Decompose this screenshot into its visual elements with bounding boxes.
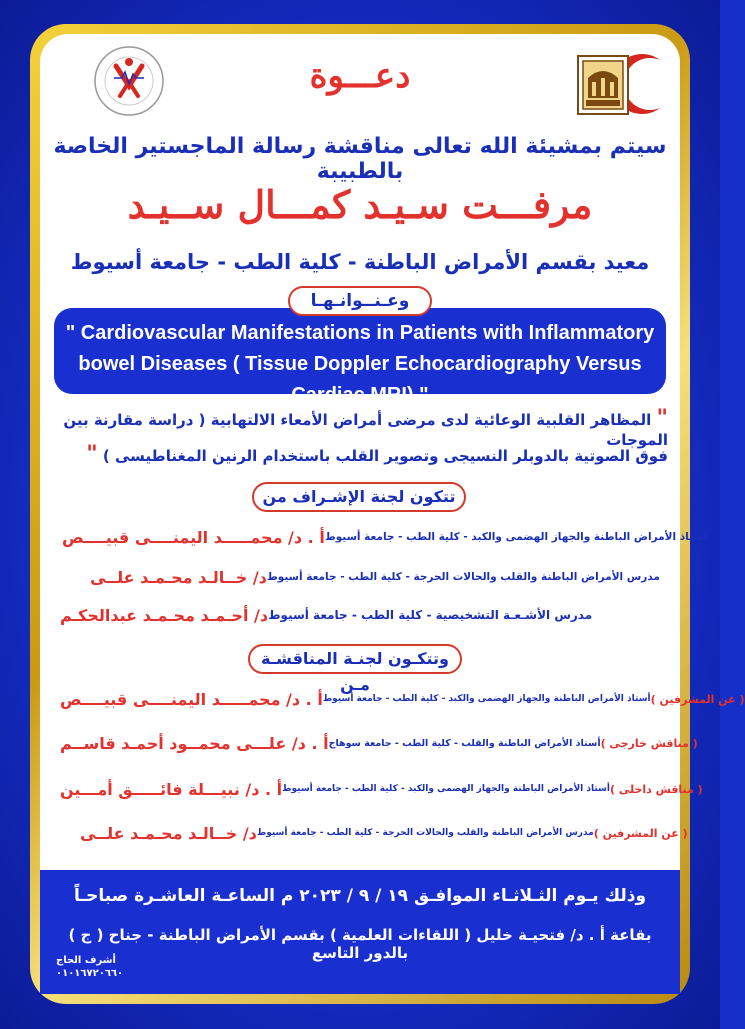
- examiner-row: [50, 730, 698, 756]
- examiner-row: [50, 820, 688, 846]
- supervisor-title: مدرس الأمراض الباطنة والقلب والحالات الحرجة - كلية الطب - جامعة أسيوط: [266, 571, 660, 583]
- examiner-title: أستاذ الأمراض الباطنة والقلب - كلية الطب - جامعة سوهاج: [328, 737, 601, 749]
- invitation-title: دعـــوة: [309, 56, 411, 96]
- discussion-label: وتتكـون لجنـة المناقشـة مـن: [248, 644, 462, 674]
- supervisor-name: د/ أحـمـد محـمـد عبدالحكـم: [60, 605, 269, 625]
- date-line: وذلك يـوم الثـلاثـاء الموافـق ١٩ / ٩ / ٢٠٢٣ م الساعـة العاشـرة صباحـاً: [73, 886, 647, 906]
- designer-name: أشرف الحاج: [56, 955, 116, 966]
- examiner-row: [50, 776, 703, 802]
- venue-line: بقاعة أ . د/ فتحيـة خليل ( اللقاءات العلمية ) بقسم الأمراض الباطنة - جناح ( ج ) بالدور التاسع: [68, 926, 652, 962]
- examiner-name: أ . د/ محمـــــد اليمنــــى قبيــــص: [60, 689, 323, 709]
- supervisor-title: أستاذ الأمراض الباطنة والجهاز الهضمى والكبد - كلية الطب - جامعة أسيوط: [324, 531, 708, 543]
- examiner-title: أستاذ الأمراض الباطنة والجهاز الهضمى والكبد - كلية الطب - جامعة أسيوط: [322, 694, 651, 704]
- examiner-title: مدرس الأمراض الباطنة والقلب والحالات الحرجة - كلية الطب - جامعة أسيوط: [256, 828, 594, 838]
- intro-line: سيتم بمشيئة الله تعالى مناقشة رسالة الماجستير الخاصة بالطبيبة: [53, 134, 667, 184]
- examiner-name: أ . د/ علـــى محمــود أحمـد قاســم: [60, 733, 329, 753]
- supervisor-name: أ . د/ محمـــــد اليمنــــى قبيــــص: [62, 527, 325, 547]
- examiner-role: ( مناقش داخلى ): [610, 782, 703, 796]
- candidate-affiliation: معيد بقسم الأمراض الباطنة - كلية الطب - جامعة أسيوط: [70, 250, 650, 274]
- arabic-title-text-1: المظاهر القلبية الوعائية لدى مرضى أمراض الأمعاء الالتهابية ( دراسة مقارنة بين الموجات: [63, 411, 668, 449]
- arabic-title-line-2: [52, 442, 668, 467]
- examiner-title: أستاذ الأمراض الباطنة والجهاز الهضمى والكبد - كلية الطب - جامعة أسيوط: [282, 784, 610, 794]
- examiner-row: [50, 686, 745, 712]
- supervisor-row: [50, 564, 670, 590]
- english-thesis-title: " Cardiovascular Manifestations in Patients with Inflammatory bowel Diseases ( Tissue Doppler Echocardiography Versus Cardiac MRI) ": [54, 308, 666, 394]
- designer-credit: [56, 954, 123, 980]
- examiner-role: ( مناقش خارجى ): [600, 736, 698, 750]
- supervisor-title: مدرس الأشـعـة التشخيصية - كلية الطب - جامعة أسيوط: [268, 608, 593, 622]
- examiner-name: أ . د/ نبيـــلة فائـــــق أمـــين: [60, 779, 283, 799]
- designer-phone: ٠١٠١٦٧٢٠٦٦٠: [56, 968, 124, 979]
- invitation-card: [40, 34, 745, 994]
- supervisor-row: [50, 524, 708, 550]
- arabic-title-text-2: فوق الصوتية بالدوبلر النسيجى وتصوير القلب باستخدام الرنين المغناطيسى ): [102, 447, 668, 465]
- supervisor-row: [50, 602, 670, 628]
- supervision-label: تتكون لجنة الإشـراف من: [252, 482, 466, 512]
- supervisor-name: د/ خــالـد محـمـد علــى: [90, 567, 267, 587]
- thesis-label: وعـنــوانـهـا: [288, 286, 432, 316]
- examiner-role: ( عن المشرفين ): [593, 826, 688, 840]
- open-quote: ": [656, 406, 668, 431]
- close-quote: ": [86, 442, 98, 467]
- examiner-name: د/ خــالـد محـمـد علــى: [80, 823, 257, 843]
- candidate-name: مرفـــت سـيـد كمـــال ســيـد: [127, 182, 593, 227]
- examiner-role: ( عن المشرفين ): [650, 692, 745, 706]
